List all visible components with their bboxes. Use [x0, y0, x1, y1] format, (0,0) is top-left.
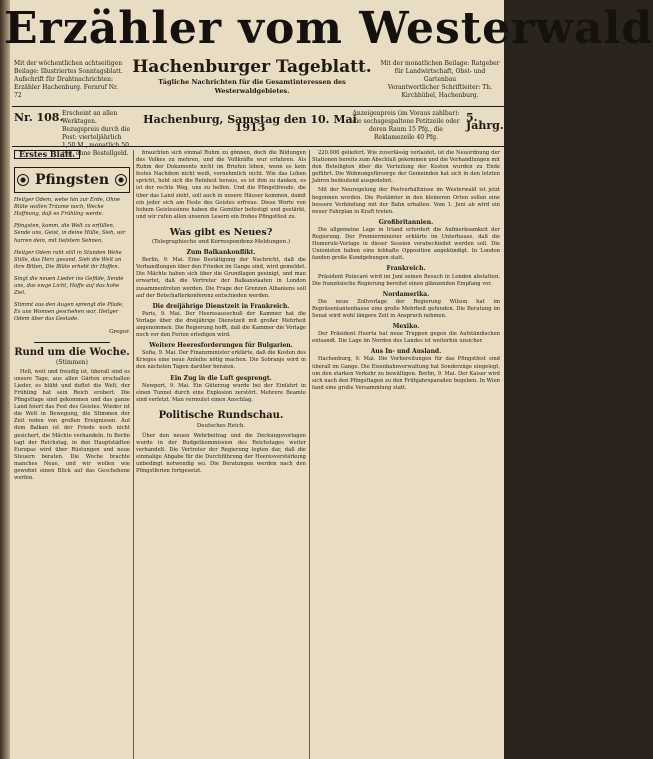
section-divider [34, 342, 110, 343]
masthead-left-note: Mit der wöchentlichen achtseitigen Beilage: Illustriertes Sonntagsblatt. Aufschrift für Drahtnachrichten: Erzähler Hachenburg. Fernruf Nr. 72 [14, 60, 123, 99]
article-paragraph: Newport, 9. Mai. Ein Güterzug wurde bei der Einfahrt in einen Tunnel durch eine Explosion zerstört. Mehrere Beamte sind verletzt. Man vermutet einen Anschlag. [136, 382, 306, 403]
article-body [312, 274, 500, 288]
lead-article [136, 150, 306, 221]
masthead-subrow [0, 56, 504, 106]
volume-year: 5. Jahrg. [466, 111, 504, 132]
news-heading: Was gibt es Neues? [169, 226, 273, 238]
pfingsten-title: Pfingsten [34, 171, 110, 188]
article-paragraph: Präsident Poincaré wird im Juni seinen Besuch in London abstatten. Die französische Regierung bereitet einen glänzenden Empfang vor. [312, 273, 500, 287]
article-body [312, 331, 500, 345]
article-body [136, 350, 306, 371]
subscription-info: Erscheint an allen Werktagen. Bezugspreis durch die Post: vierteljährlich Pfg. ohne Bestellgeld. [62, 110, 131, 157]
article-paragraph: Mit der Neuregelung der Postverhältnisse im Westerwald ist jetzt begonnen worden. Die Postämter in den kleineren Orten sollen eine bessere Verbindung mit der Bahn erhalten. Vom 1. Juni ab wird ein neuer Fahrplan in Kraft treten. [312, 187, 500, 215]
column-middle [136, 150, 306, 759]
rund-um-die-woche-heading: Rund um die Woche. [14, 346, 130, 358]
article-paragraph: Hachenburg, 9. Mai. Die Vorbereitungen für das Pfingstfest sind überall im Gange. Die Eisenbahnverwaltung hat Sonderzüge eingelegt, um den starken Verkehr zu bewältigen. Berlin, 9. Mai. Der Kaiser wird sich nach den Pfingsttagen zu den Frühjahrsparaden begeben. In Wien fand eine große Versammlung statt. [312, 356, 500, 391]
column-divider [133, 150, 134, 759]
news-subheading: (Telegraphische und Korrespondenz-Meldungen.) [151, 238, 291, 245]
article-paragraph: 220.000 geliefert. Wie zuverlässig verlautet, ist die Neuordnung der Stationen bereits zum Abschluß gekommen und die Verhandlungen mit den Beteiligten über die Verteilung der Kosten wurden zu Ende geführt. Die Wohnungsfürsorge der Gemeinden hat sich in den letzten Jahren bedeutend ausgedehnt. [312, 150, 500, 185]
article-body [312, 227, 500, 262]
article-paragraph: Die allgemeine Lage in Irland erfordert die Aufmerksamkeit der Regierung. Der Premierminister erklärte im Unterhause, daß die Homerule-Vorlage in dieser Session verabschiedet werden soll. Die Unionisten haben eine lebhafte Opposition angekündigt. In London fanden große Kundgebungen statt. [312, 226, 500, 262]
political-review-subheading: Deutsches Reich. [196, 422, 246, 429]
pfingsten-poem [14, 197, 130, 323]
article-heading: Zum Balkankonflikt. [186, 249, 256, 257]
article-paragraph: Paris, 9. Mai. Der Heeresausschuß der Kammer hat die Vorlage über die dreijährige Dienstzeit mit großer Mehrheit angenommen. Die Regierung hofft, daß die Kammer die Vorlage noch vor den Ferien erledigen wird. [136, 310, 306, 339]
article-body [136, 433, 306, 476]
masthead-center [132, 56, 372, 96]
article-heading: Frankreich. [386, 265, 426, 273]
article-body [312, 299, 500, 320]
masthead-title: Erzähler vom Westerwald [4, 3, 653, 54]
column-right [312, 150, 500, 759]
article-paragraph: Hell, weit und freudig ist, überall sind es unsere Tage, aus allen Gärten erschallen Lieder, es blüht und duftet die Welt, der Frühling hat sein Reich erobert. Die Pfingsttage sind gekommen und das ganze Land feiert das Fest des Geistes. Wieder ist die Welt in Bewegung, die Stimmen der Zeit reden von großen Ereignissen. Auf dem Balkan ist der Friede noch nicht gesichert, die Mächte verhandeln. In Berlin tagt der Reichstag, in den Hauptstädten Europas wird über Rüstungen und neue Steuern beraten. Die Woche brachte manches Neue, und wir wollen wie gewohnt einen Blick auf das Geschehene werfen. [14, 368, 130, 482]
article-paragraph: brauchten sich einmal Ruhm zu gönnen, doch die Bildungen des Volkes zu mehren, und die Vollkräfte wur erfahren. Als Ruhm der Dokumente nicht im Briefen leben, wenn es kein festes Nachdem nicht weiß, vornehmlich nicht. Wie das Leben spricht, hebt sich die Reinheit heraus, es ist ihm zu danken, es ist der rechte Weg, uns zu helfen. Und die Pfingstfreude, die über das Land zieht, soll auch in unsere Häuser kommen, damit ein jeder sich am Feste des Geistes erfreue. Diese Worte von hohem Geistessinne haben die Gemüter befestigt und gestärkt, und wir rufen allen unseren Lesern ein frohes Pfingstfest zu. [136, 150, 306, 220]
article-paragraph: Über den neuen Wehrbeitrag und die Deckungsvorlagen wurde in der Budgetkommission des Reichstages weiter verhandelt. Die Vertreter der Regierung legten dar, daß die einmalige Abgabe für die Durchführung der Heeresverstärkung unbedingt notwendig sei. Die Beratungen werden nach den Pfingstferien fortgesetzt. [136, 433, 306, 475]
flower-icon [115, 174, 127, 186]
political-review-heading: Politische Rundschau. [158, 409, 284, 421]
rund-subheading: (Stimmen) [56, 358, 88, 366]
poem-stanza: Stimmt aus den Augen sprengt die Pfade, Es uns Wonnen geschehen war, Heilger Odem über das Gestade. [14, 302, 124, 323]
article-paragraph: Der Präsident Huerta hat neue Truppen gegen die Aufständischen entsandt. Die Lage im Norden des Landes ist weiterhin unsicher. [312, 331, 500, 345]
poem-stanza: Pfingsten, komm, die Welt zu erfüllen, Sende uns, Geist, in deine Hülle, Sieh, wir harren dein, mit tiefstem Sehnen. [14, 223, 126, 244]
poem-signature: Gregor. [109, 328, 130, 335]
article-body [312, 356, 500, 391]
article-heading: Großbritannien. [378, 218, 434, 226]
article-body [312, 150, 500, 216]
article-heading: Mexiko. [392, 323, 420, 331]
issue-number: Nr. 108. [14, 111, 64, 124]
article-body [136, 257, 306, 300]
newspaper-tagline: Tägliche Nachrichten für die Gesamtinteressen des Westerwaldgebietes. [158, 78, 346, 95]
column-divider [309, 150, 310, 759]
article-paragraph: Sofia, 9. Mai. Der Finanzminister erklärte, daß die Kosten des Krieges eine neue Anleihe nötig machen. Die Sobranje wird in den nächsten Tagen darüber beraten. [136, 350, 306, 371]
rund-article [14, 369, 130, 483]
poem-stanza: Singt die neuen Lieder ins Gefilde, Sende uns, das ewge Licht, Hoffe auf das hohe Ziel. [14, 275, 124, 297]
poem-stanza: Heilger Odem ruht still in Stunden Wehe Stille, das Herz gesund, Sieh die Welt an ihre Bitten, Die Blüte erhebt ihr Hoffen. [14, 249, 122, 270]
article-heading: Aus In- und Ausland. [370, 348, 442, 356]
divider-rule [12, 146, 504, 147]
sheet-label: Erstes Blatt. [14, 150, 80, 159]
flower-icon [17, 174, 29, 186]
newspaper-name: Hachenburger Tageblatt. [132, 57, 372, 77]
article-heading: Ein Zug in die Luft gesprengt. [170, 374, 272, 382]
article-heading: Nordamerika. [382, 290, 430, 298]
poem-stanza: Heilger Odem, wehe hin zur Erde, Ohne Blüte wollen Träume noch, Wecke Hoffnung, daß es Frühling werde. [14, 197, 121, 218]
advert-price-info: Anzeigenpreis (im Voraus zahlbar): die sechsgespaltene Petitzeile oder deren Raum 15 Pfg., die Reklamezeile 40 Pfg. [352, 110, 460, 141]
article-paragraph: Die neue Zollvorlage der Regierung Wilson hat im Repräsentantenhause eine große Mehrheit gefunden. Die Beratung im Senat wird wohl längere Zeit in Anspruch nehmen. [312, 298, 500, 319]
column-left [14, 150, 130, 759]
article-body [136, 383, 306, 404]
dateline: Hachenburg, Samstag den 10. Mai 1913 [143, 113, 357, 134]
article-paragraph: Berlin, 9. Mai. Eine Bestätigung der Nachricht, daß die Verhandlungen über den Frieden im Gange sind, wird gemeldet. Die Mächte haben sich über die Grundlagen geeinigt, und man erwartet, daß die Vertreter der Balkanstaaten in London zusammentreten werden. Die Frage der Grenzen Albaniens soll auf der Botschafterkonferenz entschieden werden. [136, 257, 306, 299]
article-body [136, 311, 306, 339]
article-heading: Die dreijährige Dienstzeit in Frankreich. [152, 302, 290, 310]
pfingsten-header [14, 167, 130, 193]
masthead-right-note: Mit der monatlichen Beilage: Ratgeber für Landwirtschaft, Obst- und Gartenbau Verantwortlicher Schriftleiter: Th. Kirchhübel, Hachenburg. [380, 60, 500, 99]
article-heading: Weitere Heeresforderungen für Bulgarien. [149, 342, 293, 350]
